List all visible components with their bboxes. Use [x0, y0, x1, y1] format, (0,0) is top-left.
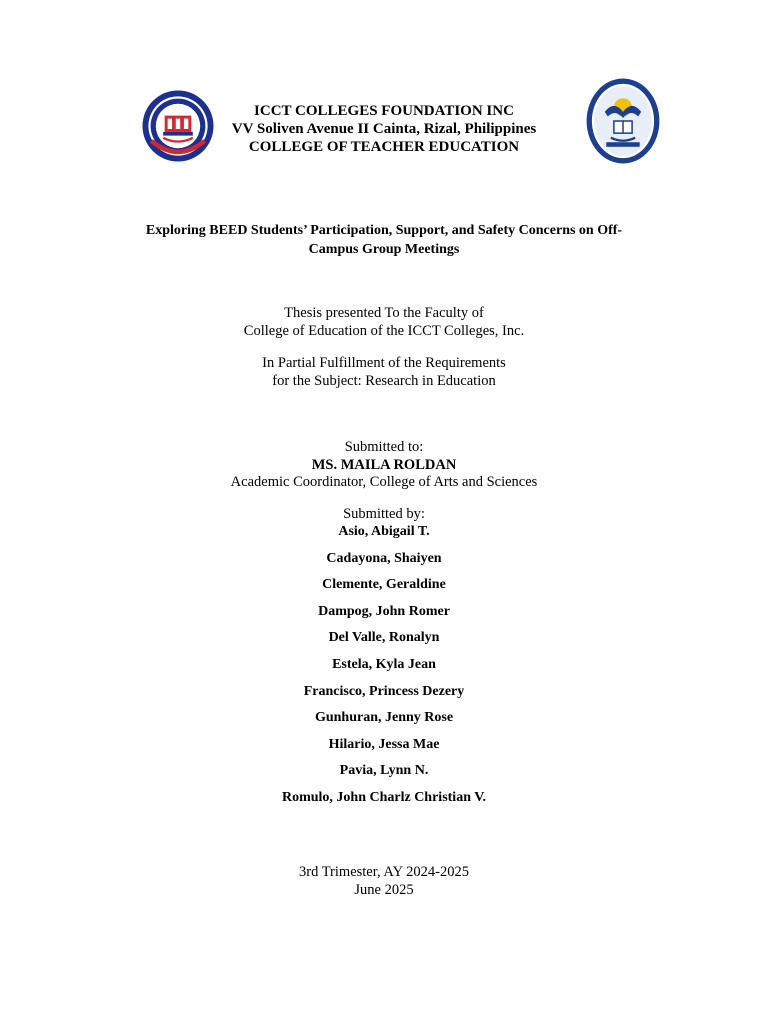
member-name: Del Valle, Ronalyn: [328, 630, 440, 646]
thesis-title-line-2: Campus Group Meetings: [308, 242, 460, 257]
submitted-by-label: Submitted by:: [343, 506, 425, 522]
member-name: Francisco, Princess Dezery: [303, 683, 465, 699]
adviser-name: MS. MAILA ROLDAN: [311, 456, 457, 473]
member-name: Cadayona, Shaiyen: [326, 550, 442, 566]
adviser-position: Academic Coordinator, College of Arts and Sciences: [230, 474, 538, 490]
member-list: [0, 523, 768, 816]
thesis-title-line-1: Exploring BEED Students’ Participation, Support, and Safety Concerns on Off-: [145, 223, 623, 238]
college-name: COLLEGE OF TEACHER EDUCATION: [248, 139, 520, 155]
fulfillment-line-1: In Partial Fulfillment of the Requirements: [262, 355, 506, 371]
school-header: [0, 102, 768, 156]
fulfillment-line-2: for the Subject: Research in Education: [272, 372, 496, 389]
member-name: Romulo, John Charlz Christian V.: [281, 789, 487, 805]
academic-term: 3rd Trimester, AY 2024-2025: [299, 864, 469, 880]
thesis-line-1: Thesis presented To the Faculty of: [284, 305, 484, 321]
member-name: Estela, Kyla Jean: [332, 656, 436, 672]
member-name: Dampog, John Romer: [318, 603, 450, 619]
member-name: Clemente, Geraldine: [322, 577, 446, 593]
term-footer: [0, 864, 768, 899]
member-name: Asio, Abigail T.: [338, 524, 430, 539]
thesis-line-2: College of Education of the ICCT Colleges, Inc.: [243, 322, 525, 339]
member-name: Pavia, Lynn N.: [339, 763, 429, 779]
submission-date: June 2025: [354, 881, 414, 898]
member-name: Gunhuran, Jenny Rose: [314, 710, 454, 726]
submitted-to-label: Submitted to:: [344, 439, 424, 455]
fulfillment-statement: [0, 355, 768, 390]
school-name: ICCT COLLEGES FOUNDATION INC: [254, 103, 514, 119]
school-address: VV Soliven Avenue II Cainta, Rizal, Philippines: [231, 121, 537, 137]
thesis-statement: [0, 305, 768, 340]
thesis-title: [0, 221, 768, 259]
member-name: Hilario, Jessa Mae: [328, 736, 440, 752]
submitted-to-section: [0, 439, 768, 492]
